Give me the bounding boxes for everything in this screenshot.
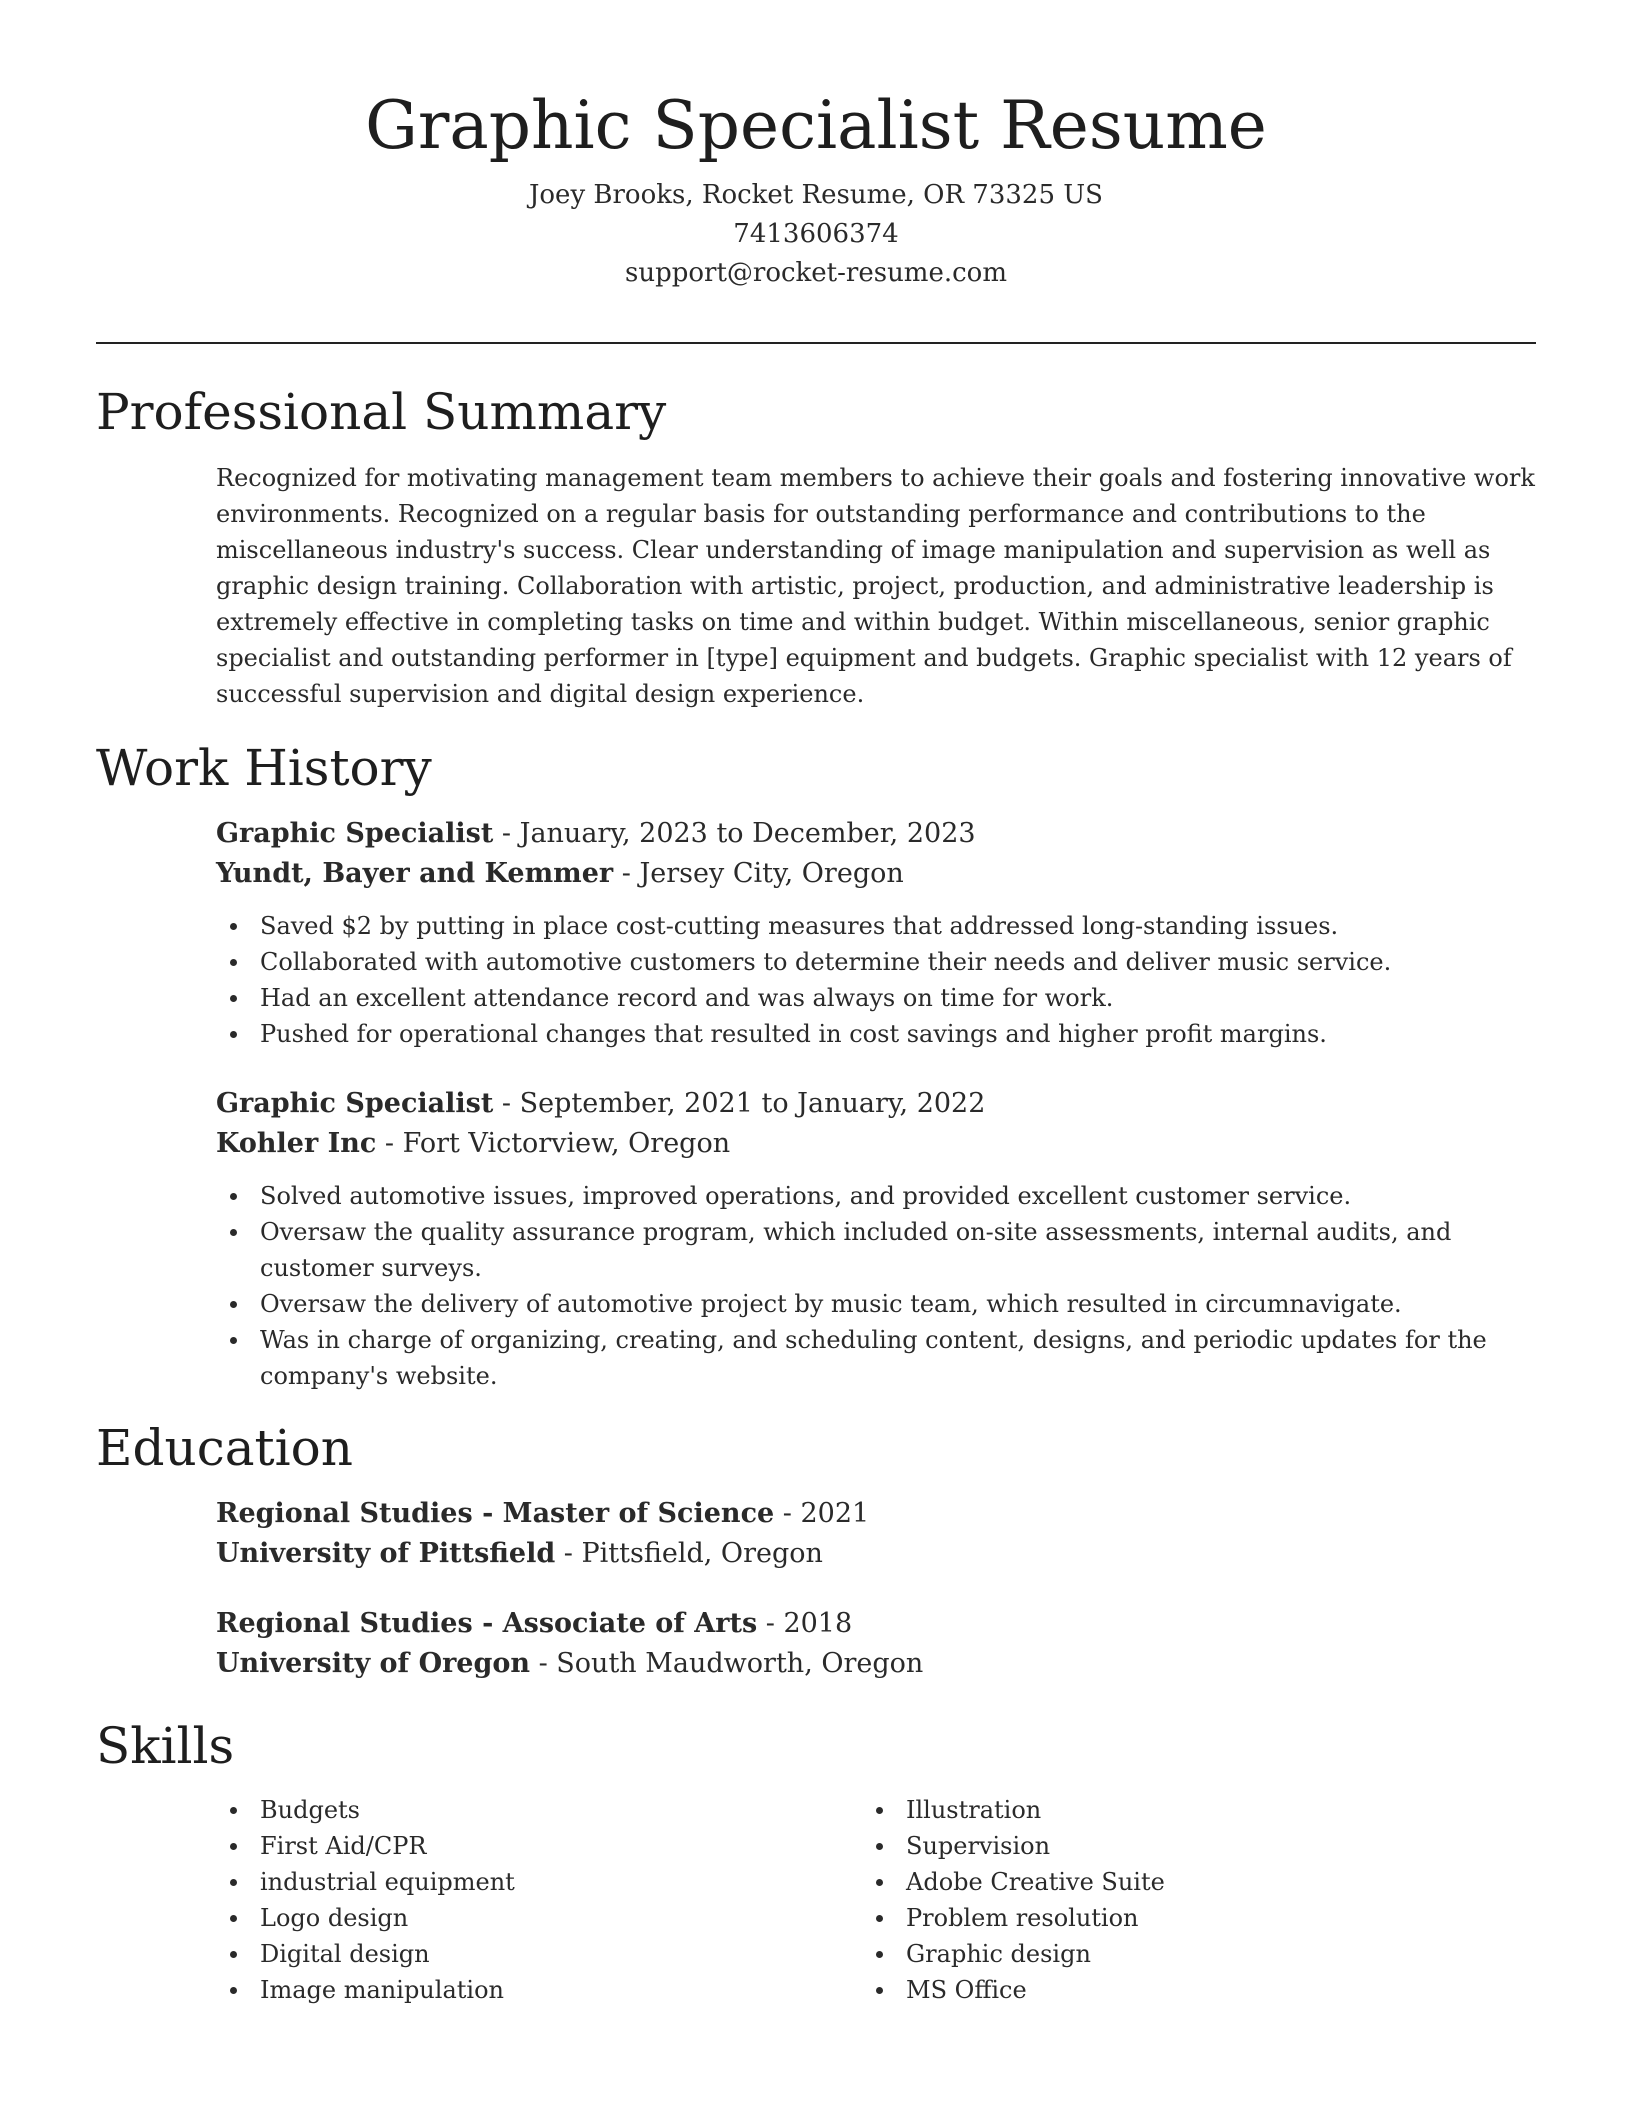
- skill-item: Problem resolution: [862, 1900, 1462, 1936]
- job-location: - Fort Victorview, Oregon: [376, 1128, 731, 1159]
- job-dates: - September, 2021 to January, 2022: [493, 1088, 986, 1119]
- degree-name: - Associate of Arts: [472, 1608, 758, 1639]
- skill-item: Illustration: [862, 1792, 1462, 1828]
- job-bullet: Solved automotive issues, improved operations, and provided excellent customer service.: [216, 1178, 1536, 1214]
- contact-phone: 7413606374: [733, 219, 899, 249]
- job-company: Yundt, Bayer and Kemmer: [216, 858, 614, 889]
- summary-line: environments. Recognized on a regular basis for outstanding performance and contributions to the: [216, 500, 1426, 528]
- school-line: [216, 1534, 1536, 1574]
- education-entry: [216, 1604, 1536, 1684]
- job-bullet: Oversaw the quality assurance program, which included on-site assessments, internal audits, and customer surveys.: [216, 1214, 1536, 1286]
- job-bullet: Pushed for operational changes that resulted in cost savings and higher profit margins.: [216, 1016, 1536, 1052]
- job-entry: [216, 1084, 1536, 1394]
- degree-line: [216, 1494, 1536, 1534]
- degree-field: Regional Studies: [216, 1498, 473, 1529]
- job-dates: - January, 2023 to December, 2023: [493, 818, 976, 849]
- summary-line: specialist and outstanding performer in [type] equipment and budgets. Graphic specialist with 12 years of: [216, 644, 1512, 672]
- resume-title: Graphic Specialist Resume: [365, 87, 1267, 164]
- skill-item: MS Office: [862, 1972, 1462, 2008]
- skill-item: industrial equipment: [216, 1864, 816, 1900]
- education-heading: Education: [96, 1419, 353, 1477]
- resume-header: [0, 80, 1632, 293]
- skill-item: Image manipulation: [216, 1972, 816, 2008]
- job-title: Graphic Specialist: [216, 818, 494, 849]
- summary-line: miscellaneous industry's success. Clear understanding of image manipulation and supervision as well as: [216, 536, 1491, 564]
- job-title-line: [216, 1084, 1536, 1124]
- job-bullets: [216, 1178, 1536, 1394]
- job-entry: [216, 814, 1536, 1052]
- skill-item: Supervision: [862, 1828, 1462, 1864]
- school-line: [216, 1644, 1536, 1684]
- job-bullet: Was in charge of organizing, creating, and scheduling content, designs, and periodic updates for the company's website.: [216, 1322, 1536, 1394]
- degree-year: - 2018: [757, 1608, 853, 1639]
- job-location: - Jersey City, Oregon: [613, 858, 904, 889]
- school-location: - South Maudworth, Oregon: [530, 1648, 924, 1679]
- contact-block: [0, 176, 1632, 293]
- job-bullet: Saved $2 by putting in place cost-cutting measures that addressed long-standing issues.: [216, 908, 1536, 944]
- skill-item: First Aid/CPR: [216, 1828, 816, 1864]
- job-company-line: [216, 1124, 1536, 1164]
- job-title: Graphic Specialist: [216, 1088, 494, 1119]
- contact-address: Joey Brooks, Rocket Resume, OR 73325 US: [528, 180, 1103, 210]
- skills-column-right: [862, 1792, 1462, 2008]
- degree-field: Regional Studies: [216, 1608, 473, 1639]
- degree-line: [216, 1604, 1536, 1644]
- skill-item: Graphic design: [862, 1936, 1462, 1972]
- summary-heading: Professional Summary: [96, 383, 667, 441]
- skill-item: Adobe Creative Suite: [862, 1864, 1462, 1900]
- header-divider: [96, 342, 1536, 344]
- contact-email: support@rocket-resume.com: [624, 258, 1007, 288]
- degree-year: - 2021: [774, 1498, 870, 1529]
- skills-list: [216, 1792, 816, 2008]
- job-bullets: [216, 908, 1536, 1052]
- job-company: Kohler Inc: [216, 1128, 377, 1159]
- job-company-line: [216, 854, 1536, 894]
- skill-item: Digital design: [216, 1936, 816, 1972]
- job-bullet: Oversaw the delivery of automotive project by music team, which resulted in circumnavigate.: [216, 1286, 1536, 1322]
- school-name: University of Oregon: [216, 1648, 531, 1679]
- job-title-line: [216, 814, 1536, 854]
- summary-line: extremely effective in completing tasks on time and within budget. Within miscellaneous, senior graphic: [216, 608, 1490, 636]
- skills-list: [862, 1792, 1462, 2008]
- skills-column-left: [216, 1792, 816, 2008]
- school-name: University of Pittsfield: [216, 1538, 556, 1569]
- summary-line: Recognized for motivating management team members to achieve their goals and fostering innovative work: [216, 464, 1535, 492]
- summary-line: successful supervision and digital design experience.: [216, 680, 865, 708]
- summary-text: [216, 460, 1536, 712]
- job-bullet: Had an excellent attendance record and was always on time for work.: [216, 980, 1536, 1016]
- summary-line: graphic design training. Collaboration with artistic, project, production, and administrative leadership is: [216, 572, 1494, 600]
- degree-name: - Master of Science: [472, 1498, 775, 1529]
- work-history-heading: Work History: [96, 739, 432, 797]
- school-location: - Pittsfield, Oregon: [555, 1538, 823, 1569]
- job-bullet: Collaborated with automotive customers to determine their needs and deliver music service.: [216, 944, 1536, 980]
- education-entry: [216, 1494, 1536, 1574]
- skills-heading: Skills: [96, 1717, 235, 1775]
- skill-item: Logo design: [216, 1900, 816, 1936]
- skill-item: Budgets: [216, 1792, 816, 1828]
